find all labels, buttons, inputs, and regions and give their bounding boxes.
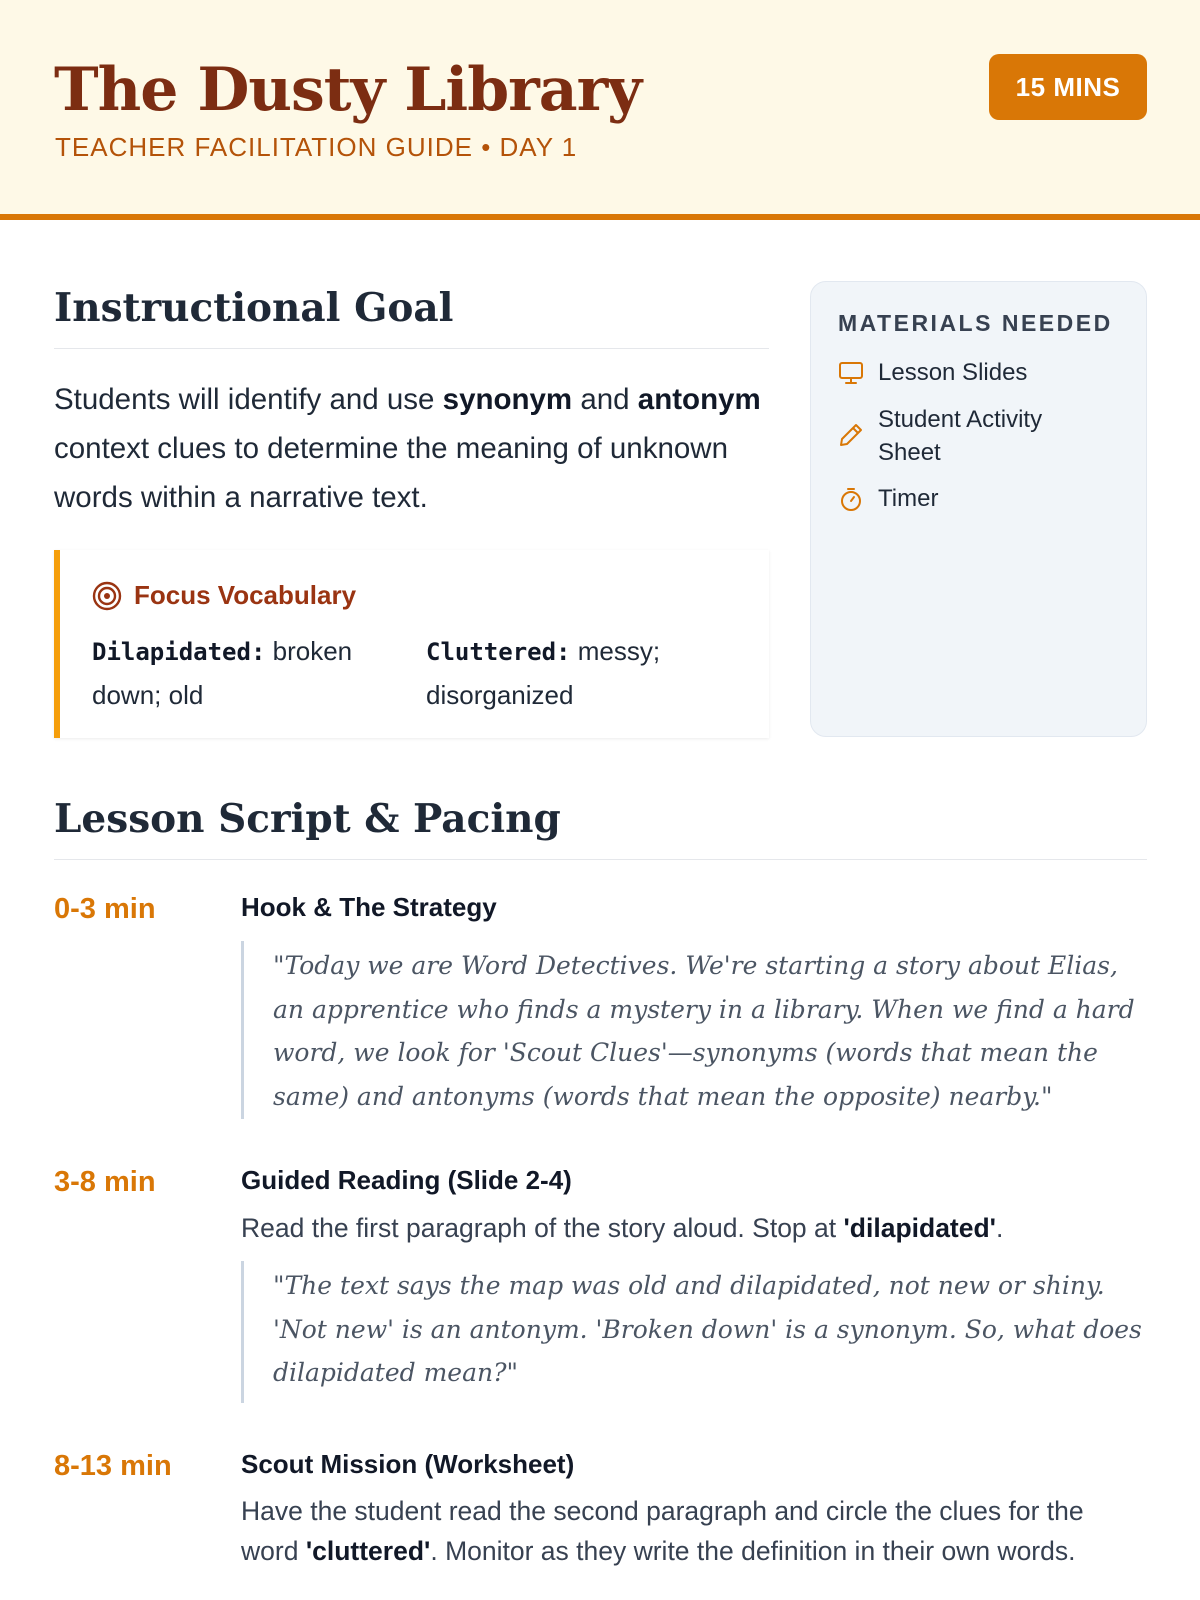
script-divider [54, 859, 1147, 860]
vocab-heading [92, 580, 356, 611]
vocab-definition: messy; disorganized [426, 636, 661, 710]
step-instruction: Have the student read the second paragraph and circle the clues for the word 'cluttered'. Monitor as they write the definition in their own words. [241, 1496, 1084, 1566]
step-time: 0-3 min [54, 893, 156, 925]
step-script-quote: "Today we are Word Detectives. We're starting a story about Elias, an apprentice who finds a mystery in a library. When we find a hard word, we look for 'Scout Clues'—synonyms (words that mean the same) and antonyms (words that mean the opposite) nearby." [241, 941, 1146, 1119]
goal-heading: Instructional Goal [54, 285, 454, 331]
vocab-heading-label: Focus Vocabulary [134, 580, 357, 610]
page-subtitle: TEACHER FACILITATION GUIDE • DAY 1 [55, 132, 578, 162]
focus-vocabulary-box [54, 550, 769, 738]
timer-icon [838, 486, 864, 512]
step-title: Scout Mission (Worksheet) [241, 1449, 575, 1479]
step-highlight-word: 'dilapidated' [843, 1213, 996, 1243]
target-icon [92, 581, 122, 611]
material-label: Lesson Slides [878, 359, 1028, 386]
material-item [838, 482, 938, 515]
goal-divider [54, 348, 769, 349]
material-item [838, 356, 1027, 389]
page-header [0, 0, 1200, 220]
vocab-item-cluttered [426, 630, 726, 717]
pencil-icon [838, 422, 864, 448]
monitor-icon [838, 360, 864, 386]
material-label: Student Activity Sheet [878, 406, 1043, 466]
step-title: Guided Reading (Slide 2-4) [241, 1165, 572, 1195]
vocab-item-dilapidated [92, 630, 392, 717]
script-heading: Lesson Script & Pacing [54, 796, 561, 842]
step-time: 8-13 min [54, 1450, 172, 1482]
page-title: The Dusty Library [54, 55, 642, 125]
goal-term-synonym: synonym [442, 383, 573, 416]
step-script-quote: "The text says the map was old and dilapidated, not new or shiny. 'Not new' is an antonym. 'Broken down' is a synonym. So, what does dilapidated mean?" [241, 1261, 1146, 1403]
duration-badge: 15 MINS [989, 54, 1147, 120]
goal-term-antonym: antonym [637, 383, 761, 416]
vocab-definition: broken down; old [92, 636, 353, 710]
material-label: Timer [878, 485, 939, 512]
step-instruction: Read the first paragraph of the story aloud. Stop at 'dilapidated'. [241, 1213, 1004, 1243]
materials-heading: MATERIALS NEEDED [838, 310, 1113, 336]
step-time: 3-8 min [54, 1166, 156, 1198]
step-title: Hook & The Strategy [241, 892, 497, 922]
vocab-term: Dilapidated: [92, 638, 266, 666]
step-highlight-word: 'cluttered' [305, 1536, 431, 1566]
materials-panel [810, 281, 1147, 737]
goal-text: Students will identify and use synonym and antonym context clues to determine the meaning of unknown words within a narrative text. [54, 383, 761, 514]
material-item [838, 403, 1068, 469]
vocab-term: Cluttered: [426, 638, 571, 666]
